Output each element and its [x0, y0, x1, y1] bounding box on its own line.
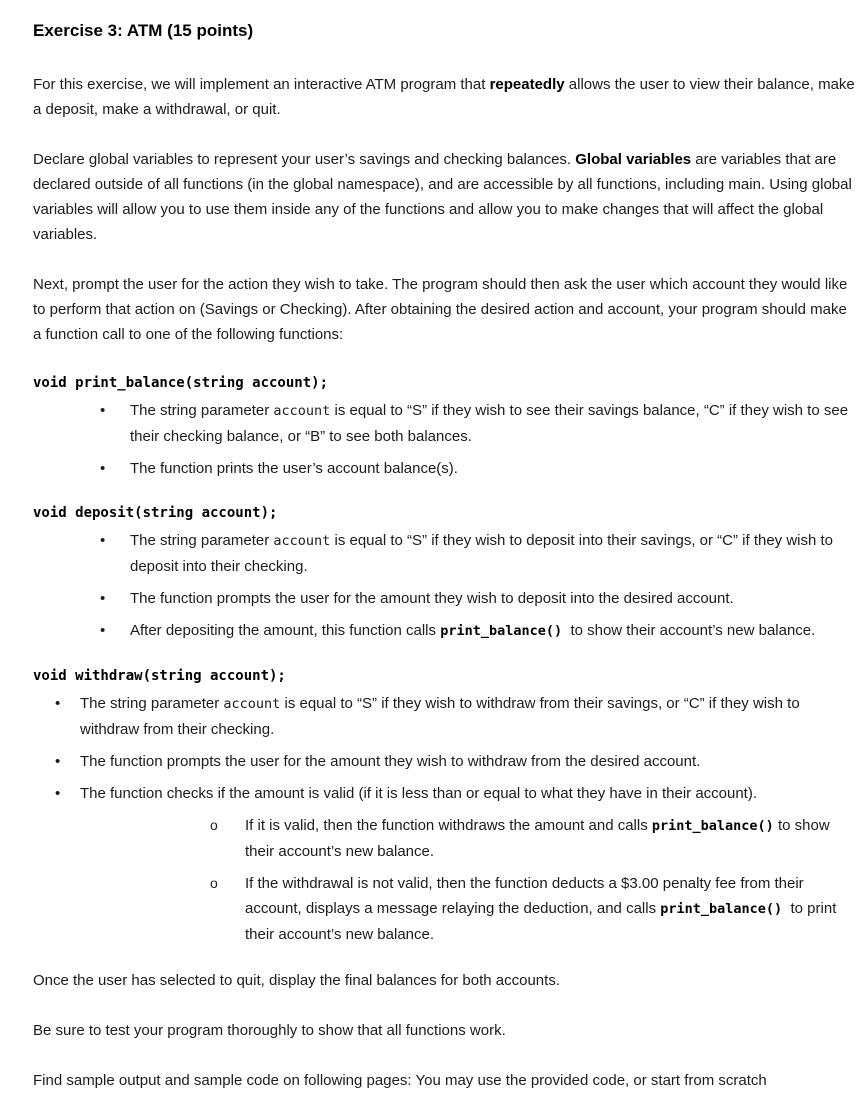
bullet-item	[55, 749, 855, 774]
text-run: to show their account’s new balance.	[245, 817, 830, 860]
bullet-text	[80, 691, 855, 742]
global-variables-paragraph	[33, 147, 855, 247]
bold-run: Global variables	[575, 151, 692, 168]
function-signature: void deposit(string account);	[33, 505, 278, 521]
bullet-text	[130, 618, 815, 644]
bullet-text: The function prints the user’s account balance(s).	[130, 460, 458, 477]
code-run: print_balance()	[651, 818, 774, 834]
bullet-text: The function prompts the user for the amount they wish to deposit into the desired account.	[130, 590, 734, 607]
bullet-item	[100, 528, 855, 579]
bullet-marker: •	[55, 753, 61, 770]
text-run: The string parameter	[130, 532, 274, 549]
bullet-item	[100, 586, 855, 611]
text-run: The string parameter	[130, 402, 274, 419]
bullet-item	[55, 691, 855, 742]
function-signature: void print_balance(string account);	[33, 375, 329, 391]
bullet-marker: •	[55, 785, 61, 802]
code-run: print_balance()	[660, 901, 783, 917]
text-run: to show their account’s new balance.	[562, 622, 816, 639]
text-run: is equal to “S” if they wish to withdraw from their savings, or “C” if they wish to withdraw from their checking.	[80, 695, 800, 738]
function-signature: void withdraw(string account);	[33, 668, 286, 684]
bullet-list	[100, 528, 855, 644]
sub-bullet-marker: o	[210, 817, 218, 833]
bullet-text	[130, 398, 855, 449]
bullet-text: The function prompts the user for the amount they wish to withdraw from the desired account.	[80, 753, 701, 770]
bullet-item	[100, 456, 855, 481]
prompt-paragraph: Next, prompt the user for the action they wish to take. The program should then ask the user which account they would like to perform that action on (Savings or Checking). After obtaining the desired action and account, your program should make a function call to one of the following functions:	[33, 276, 848, 343]
quit-paragraph: Once the user has selected to quit, display the final balances for both accounts.	[33, 972, 560, 989]
bullet-marker: •	[100, 532, 106, 549]
bullet-item	[55, 781, 855, 806]
function-section-deposit	[33, 502, 855, 644]
text-run: If the withdrawal is not valid, then the function deducts a $3.00 penalty fee from their account, displays a message relaying the deduction, and calls	[245, 875, 804, 917]
code-run: account	[273, 403, 331, 419]
text-run: is equal to “S” if they wish to see their savings balance, “C” if they wish to see their checking balance, or “B” to see both balances.	[130, 402, 849, 445]
bullet-list	[55, 691, 855, 806]
bullet-marker: •	[100, 622, 106, 639]
text-run: The string parameter	[80, 695, 224, 712]
bullet-marker: •	[100, 460, 106, 477]
bullet-marker: •	[100, 402, 106, 419]
bullet-text	[130, 528, 855, 579]
text-run: After depositing the amount, this function calls	[130, 622, 441, 639]
text-run: If it is valid, then the function withdraws the amount and calls	[245, 817, 652, 834]
bullet-marker: •	[100, 590, 106, 607]
bullet-marker: •	[55, 695, 61, 712]
text-run: to print their account’s new balance.	[245, 900, 837, 943]
bullet-text: The function checks if the amount is valid (if it is less than or equal to what they have in their account).	[80, 785, 758, 802]
code-run: account	[273, 533, 331, 549]
text-run: are variables that are declared outside of all functions (in the global namespace), and are accessible by all functions, including main. Using global variables will allow you to use them inside any of the functions and allow you to make changes that will affect the global variables.	[33, 151, 852, 243]
code-run: account	[223, 696, 281, 712]
sub-bullet-list	[210, 813, 855, 947]
text-run: is equal to “S” if they wish to deposit into their savings, or “C” if they wish to deposit into their checking.	[130, 532, 834, 575]
code-run: print_balance()	[440, 623, 563, 639]
sub-bullet-marker: o	[210, 875, 218, 891]
bullet-text	[245, 813, 855, 864]
function-section-withdraw	[33, 665, 855, 947]
text-run: allows the user to view their balance, make a deposit, make a withdrawal, or quit.	[33, 76, 855, 118]
bullet-list	[100, 398, 855, 481]
page-title: Exercise 3: ATM (15 points)	[33, 21, 254, 40]
testing-paragraph: Be sure to test your program thoroughly to show that all functions work.	[33, 1022, 506, 1039]
bold-run: repeatedly	[489, 76, 565, 93]
function-section-print-balance	[33, 372, 855, 481]
text-run: Declare global variables to represent your user’s savings and checking balances.	[33, 151, 576, 168]
sub-bullet-item	[210, 813, 855, 864]
bullet-text	[245, 871, 855, 947]
bullet-item	[100, 618, 855, 644]
sub-bullet-item	[210, 871, 855, 947]
intro-paragraph	[33, 72, 855, 122]
sample-code-paragraph: Find sample output and sample code on following pages: You may use the provided code, or start from scratch	[33, 1072, 767, 1089]
bullet-item	[100, 398, 855, 449]
text-run: For this exercise, we will implement an interactive ATM program that	[33, 76, 490, 93]
